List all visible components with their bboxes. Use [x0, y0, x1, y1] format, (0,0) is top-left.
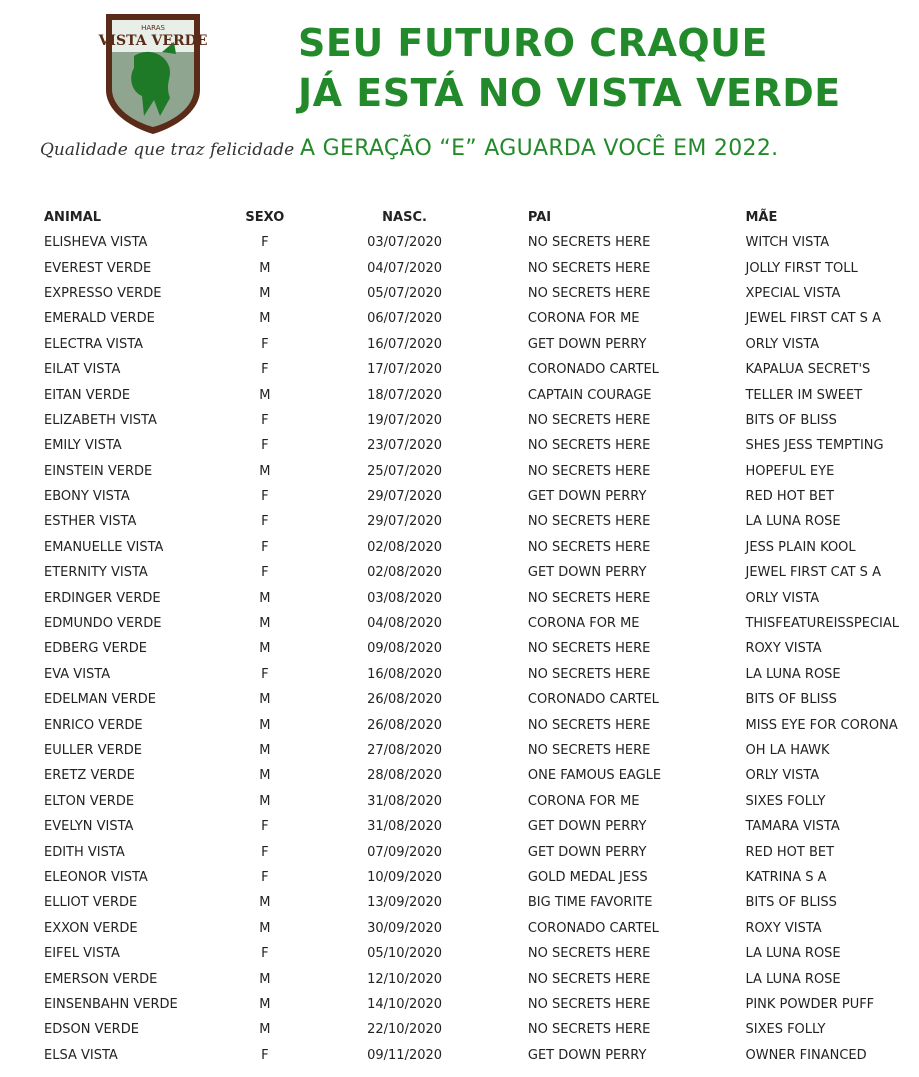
cell-mae: LA LUNA ROSE — [745, 666, 841, 682]
table-row — [36, 255, 919, 280]
cell-animal: EMILY VISTA — [44, 438, 122, 454]
cell-sexo: M — [259, 717, 271, 733]
table-row — [36, 306, 919, 331]
cell-nasc: 31/08/2020 — [367, 793, 443, 809]
cell-animal: EVA VISTA — [44, 666, 111, 682]
table-row — [36, 839, 919, 864]
cell-mae: TELLER IM SWEET — [745, 387, 863, 403]
header-pai: PAI — [527, 209, 552, 225]
cell-pai: CORONA FOR ME — [527, 793, 640, 809]
cell-pai: CORONADO CARTEL — [527, 362, 659, 378]
cell-animal: EINSTEIN VERDE — [44, 463, 153, 479]
cell-nasc: 26/08/2020 — [367, 692, 443, 708]
cell-sexo: F — [261, 412, 269, 428]
foals-table — [36, 204, 919, 1068]
cell-mae: SIXES FOLLY — [745, 1022, 826, 1038]
cell-animal: ELISHEVA VISTA — [44, 235, 148, 251]
cell-nasc: 03/07/2020 — [367, 235, 443, 251]
cell-animal: EILAT VISTA — [44, 362, 121, 378]
cell-animal: ERETZ VERDE — [44, 768, 135, 784]
cell-sexo: F — [261, 869, 269, 885]
cell-mae: BITS OF BLISS — [745, 692, 837, 708]
cell-pai: ONE FAMOUS EAGLE — [527, 768, 662, 784]
cell-nasc: 07/09/2020 — [367, 844, 443, 860]
table-row — [36, 1017, 919, 1042]
table-row — [36, 916, 919, 941]
cell-sexo: M — [259, 692, 271, 708]
table-row — [36, 941, 919, 966]
cell-nasc: 14/10/2020 — [367, 996, 443, 1012]
cell-animal: EDELMAN VERDE — [44, 692, 157, 708]
cell-nasc: 12/10/2020 — [367, 971, 443, 987]
cell-mae: ORLY VISTA — [745, 336, 820, 352]
header-sexo: SEXO — [245, 209, 285, 225]
cell-sexo: M — [259, 743, 271, 758]
cell-pai: NO SECRETS HERE — [527, 514, 651, 530]
cell-nasc: 09/08/2020 — [367, 641, 443, 657]
cell-nasc: 03/08/2020 — [367, 590, 443, 606]
cell-animal: ELEONOR VISTA — [44, 869, 148, 885]
haras-vista-verde-logo — [98, 12, 208, 136]
cell-pai: NO SECRETS HERE — [527, 666, 651, 682]
cell-mae: BITS OF BLISS — [745, 412, 837, 428]
cell-pai: GET DOWN PERRY — [527, 844, 647, 860]
cell-animal: EDSON VERDE — [44, 1022, 139, 1038]
cell-animal: EVELYN VISTA — [44, 819, 134, 835]
headline — [298, 18, 841, 118]
cell-sexo: M — [259, 463, 271, 479]
cell-animal: EMERSON VERDE — [44, 971, 158, 987]
cell-pai: CORONA FOR ME — [527, 311, 640, 327]
cell-pai: NO SECRETS HERE — [527, 641, 651, 657]
table-row — [36, 382, 919, 407]
cell-sexo: F — [261, 489, 269, 505]
cell-mae: THISFEATUREISSPECIAL — [745, 616, 900, 632]
cell-mae: ROXY VISTA — [745, 641, 822, 657]
cell-sexo: F — [261, 336, 269, 352]
table-row — [36, 484, 919, 509]
cell-sexo: F — [261, 362, 269, 378]
cell-animal: EMANUELLE VISTA — [44, 539, 164, 555]
cell-mae: ORLY VISTA — [745, 590, 820, 606]
cell-animal: EDMUNDO VERDE — [44, 616, 162, 632]
table-row — [36, 865, 919, 890]
cell-nasc: 06/07/2020 — [367, 311, 443, 327]
cell-nasc: 09/11/2020 — [367, 1047, 443, 1063]
table-row — [36, 408, 919, 433]
cell-mae: BITS OF BLISS — [745, 895, 837, 911]
cell-nasc: 28/08/2020 — [367, 768, 443, 784]
table-row — [36, 611, 919, 636]
cell-pai: CAPTAIN COURAGE — [527, 387, 652, 403]
cell-animal: EINSENBAHN VERDE — [44, 996, 178, 1012]
cell-nasc: 30/09/2020 — [367, 920, 443, 936]
cell-sexo: M — [259, 616, 271, 632]
cell-animal: EDITH VISTA — [44, 844, 125, 860]
cell-pai: NO SECRETS HERE — [527, 743, 651, 758]
cell-nasc: 02/08/2020 — [367, 565, 443, 581]
cell-sexo: M — [259, 260, 271, 276]
cell-mae: ROXY VISTA — [745, 920, 822, 936]
cell-mae: SIXES FOLLY — [745, 793, 826, 809]
cell-animal: ELIZABETH VISTA — [44, 412, 157, 428]
table-row — [36, 281, 919, 306]
cell-sexo: F — [261, 1047, 269, 1063]
cell-sexo: M — [259, 996, 271, 1012]
cell-mae: RED HOT BET — [745, 844, 835, 860]
cell-sexo: M — [259, 590, 271, 606]
cell-sexo: M — [259, 793, 271, 809]
cell-pai: NO SECRETS HERE — [527, 971, 651, 987]
cell-pai: NO SECRETS HERE — [527, 285, 651, 301]
cell-pai: GET DOWN PERRY — [527, 489, 647, 505]
cell-animal: EVEREST VERDE — [44, 260, 152, 276]
cell-animal: ETERNITY VISTA — [44, 565, 148, 581]
cell-animal: ELLIOT VERDE — [44, 895, 138, 911]
table-row — [36, 332, 919, 357]
brand-tagline: Qualidade que traz felicidade — [40, 140, 295, 160]
cell-mae: OWNER FINANCED — [745, 1047, 867, 1063]
cell-animal: EMERALD VERDE — [44, 311, 155, 327]
cell-animal: ERDINGER VERDE — [44, 590, 161, 606]
cell-pai: GET DOWN PERRY — [527, 336, 647, 352]
cell-pai: CORONADO CARTEL — [527, 692, 659, 708]
cell-sexo: M — [259, 768, 271, 784]
logo-top-text: HARAS — [141, 24, 165, 32]
cell-pai: NO SECRETS HERE — [527, 1022, 651, 1038]
cell-mae: PINK POWDER PUFF — [745, 996, 875, 1012]
cell-nasc: 25/07/2020 — [367, 463, 443, 479]
cell-animal: EBONY VISTA — [44, 489, 130, 505]
cell-nasc: 04/08/2020 — [367, 616, 443, 632]
cell-sexo: M — [259, 641, 271, 657]
cell-animal: EIFEL VISTA — [44, 946, 120, 962]
headline-line-2: JÁ ESTÁ NO VISTA VERDE — [298, 71, 841, 115]
cell-sexo: F — [261, 844, 269, 860]
headline-line-1: SEU FUTURO CRAQUE — [298, 21, 768, 65]
table-row — [36, 966, 919, 991]
table-header-row — [36, 204, 919, 230]
cell-pai: GET DOWN PERRY — [527, 1047, 647, 1063]
cell-animal: ESTHER VISTA — [44, 514, 137, 530]
header-nasc: NASC. — [382, 209, 427, 225]
table-row — [36, 560, 919, 585]
cell-sexo: F — [261, 514, 269, 530]
table-row — [36, 712, 919, 737]
cell-nasc: 04/07/2020 — [367, 260, 443, 276]
table-row — [36, 1043, 919, 1068]
cell-pai: NO SECRETS HERE — [527, 539, 651, 555]
cell-mae: SHES JESS TEMPTING — [745, 438, 884, 454]
table-body — [36, 230, 919, 1068]
cell-pai: NO SECRETS HERE — [527, 438, 651, 454]
table-row — [36, 890, 919, 915]
cell-animal: ELECTRA VISTA — [44, 336, 144, 352]
cell-animal: ELSA VISTA — [44, 1047, 118, 1063]
cell-sexo: F — [261, 438, 269, 454]
cell-pai: GET DOWN PERRY — [527, 819, 647, 835]
cell-nasc: 31/08/2020 — [367, 819, 443, 835]
cell-animal: EXXON VERDE — [44, 920, 138, 936]
table-row — [36, 433, 919, 458]
cell-sexo: M — [259, 311, 271, 327]
cell-mae: WITCH VISTA — [745, 235, 830, 251]
cell-mae: XPECIAL VISTA — [745, 285, 841, 301]
cell-animal: EITAN VERDE — [44, 387, 131, 403]
cell-animal: ENRICO VERDE — [44, 717, 143, 733]
cell-mae: TAMARA VISTA — [745, 819, 840, 835]
cell-nasc: 29/07/2020 — [367, 514, 443, 530]
cell-mae: OH LA HAWK — [745, 743, 830, 758]
cell-nasc: 26/08/2020 — [367, 717, 443, 733]
cell-nasc: 02/08/2020 — [367, 539, 443, 555]
cell-sexo: M — [259, 895, 271, 911]
cell-sexo: M — [259, 1022, 271, 1038]
cell-sexo: M — [259, 971, 271, 987]
cell-sexo: F — [261, 819, 269, 835]
cell-pai: NO SECRETS HERE — [527, 717, 651, 733]
cell-sexo: F — [261, 666, 269, 682]
cell-nasc: 10/09/2020 — [367, 869, 443, 885]
cell-nasc: 05/07/2020 — [367, 285, 443, 301]
cell-nasc: 19/07/2020 — [367, 412, 443, 428]
cell-nasc: 23/07/2020 — [367, 438, 443, 454]
table-row — [36, 738, 919, 763]
cell-nasc: 27/08/2020 — [367, 743, 443, 758]
table-row — [36, 230, 919, 255]
cell-sexo: M — [259, 285, 271, 301]
header-mae: MÃE — [745, 209, 778, 225]
table-row — [36, 459, 919, 484]
cell-mae: JESS PLAIN KOOL — [745, 539, 856, 555]
cell-mae: HOPEFUL EYE — [745, 463, 835, 479]
table-row — [36, 687, 919, 712]
cell-sexo: M — [259, 387, 271, 403]
cell-pai: NO SECRETS HERE — [527, 235, 651, 251]
table-row — [36, 992, 919, 1017]
cell-pai: NO SECRETS HERE — [527, 946, 651, 962]
cell-nasc: 18/07/2020 — [367, 387, 443, 403]
table-row — [36, 789, 919, 814]
cell-mae: RED HOT BET — [745, 489, 835, 505]
cell-sexo: F — [261, 565, 269, 581]
table-row — [36, 763, 919, 788]
cell-pai: NO SECRETS HERE — [527, 463, 651, 479]
table-row — [36, 636, 919, 661]
header-animal: ANIMAL — [44, 209, 102, 225]
cell-mae: LA LUNA ROSE — [745, 514, 841, 530]
cell-pai: NO SECRETS HERE — [527, 412, 651, 428]
cell-mae: JEWEL FIRST CAT S A — [745, 311, 881, 327]
cell-pai: NO SECRETS HERE — [527, 260, 651, 276]
table-row — [36, 585, 919, 610]
cell-pai: NO SECRETS HERE — [527, 996, 651, 1012]
cell-mae: MISS EYE FOR CORONA — [745, 717, 898, 733]
cell-mae: KATRINA S A — [745, 869, 827, 885]
cell-sexo: F — [261, 539, 269, 555]
cell-animal: EDBERG VERDE — [44, 641, 147, 657]
cell-sexo: M — [259, 920, 271, 936]
cell-nasc: 13/09/2020 — [367, 895, 443, 911]
cell-mae: ORLY VISTA — [745, 768, 820, 784]
cell-pai: GET DOWN PERRY — [527, 565, 647, 581]
cell-pai: CORONADO CARTEL — [527, 920, 659, 936]
cell-mae: KAPALUA SECRET'S — [745, 362, 871, 378]
subheadline: A GERAÇÃO “E” AGUARDA VOCÊ EM 2022. — [300, 136, 779, 161]
table-row — [36, 357, 919, 382]
cell-nasc: 29/07/2020 — [367, 489, 443, 505]
cell-nasc: 16/07/2020 — [367, 336, 443, 352]
cell-pai: CORONA FOR ME — [527, 616, 640, 632]
cell-animal: EULLER VERDE — [44, 743, 142, 758]
cell-nasc: 05/10/2020 — [367, 946, 443, 962]
cell-animal: EXPRESSO VERDE — [44, 285, 162, 301]
cell-nasc: 16/08/2020 — [367, 666, 443, 682]
shield-icon — [98, 12, 208, 136]
cell-nasc: 17/07/2020 — [367, 362, 443, 378]
cell-mae: LA LUNA ROSE — [745, 971, 841, 987]
table-row — [36, 535, 919, 560]
cell-pai: GOLD MEDAL JESS — [527, 869, 648, 885]
cell-mae: LA LUNA ROSE — [745, 946, 841, 962]
cell-animal: ELTON VERDE — [44, 793, 135, 809]
table-row — [36, 662, 919, 687]
cell-mae: JEWEL FIRST CAT S A — [745, 565, 881, 581]
cell-mae: JOLLY FIRST TOLL — [745, 260, 858, 276]
table-row — [36, 814, 919, 839]
logo-name-text: VISTA VERDE — [98, 33, 208, 49]
cell-pai: NO SECRETS HERE — [527, 590, 651, 606]
cell-pai: BIG TIME FAVORITE — [527, 895, 653, 911]
cell-sexo: F — [261, 946, 269, 962]
cell-nasc: 22/10/2020 — [367, 1022, 443, 1038]
table-row — [36, 509, 919, 534]
cell-sexo: F — [261, 235, 269, 251]
